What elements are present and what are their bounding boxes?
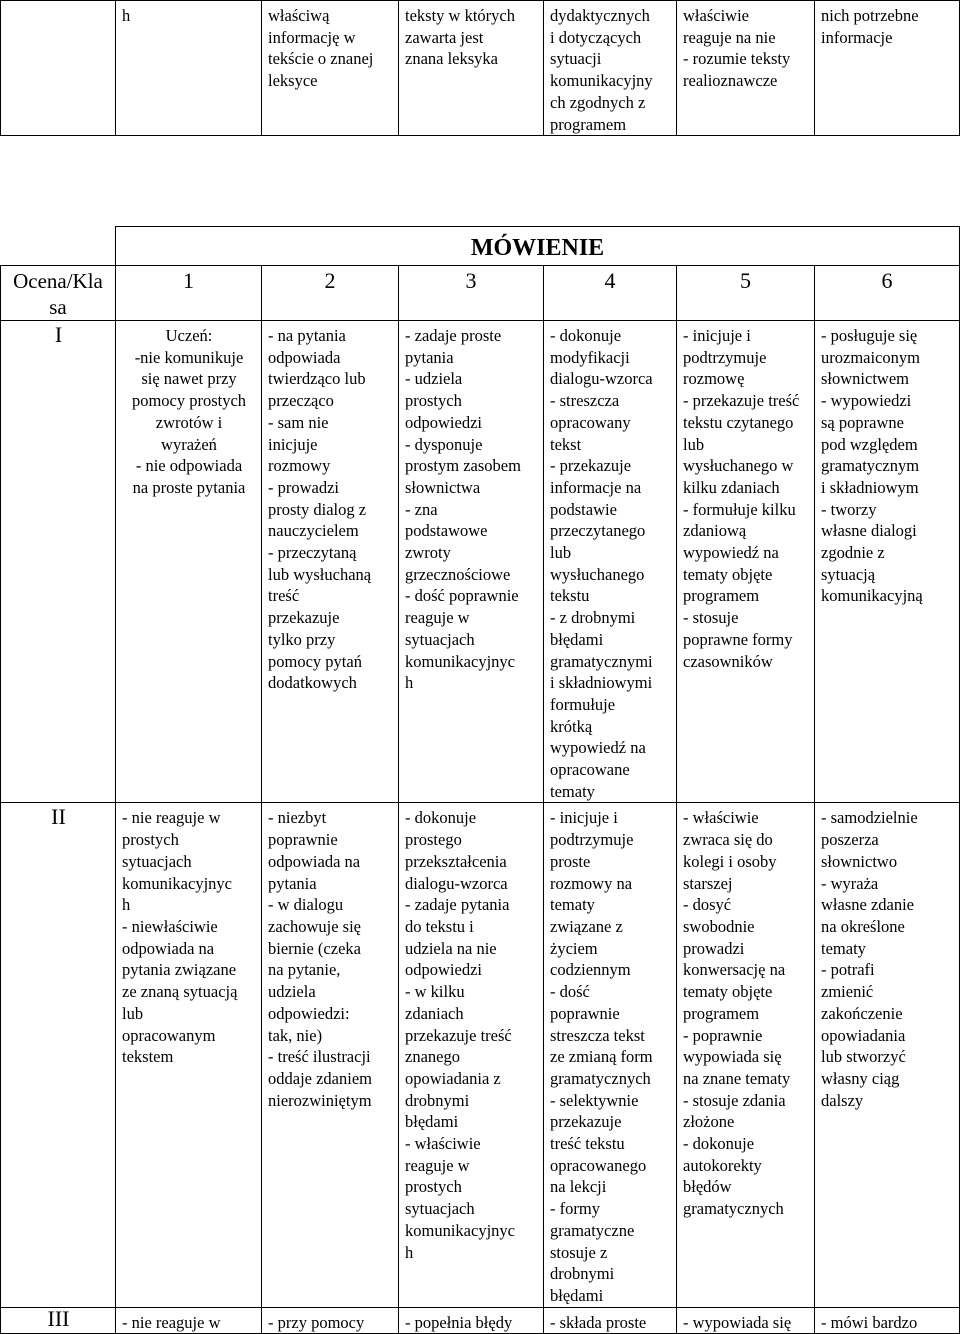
- criteria-cell: - dokonuje prostego przekształcenia dialogu-wzorca - zadaje pytania do tekstu i udziela na nie odpowiedzi - w kilku zdaniach przekazuje treść znanego opowiadania z drobnymi błędami - właściwie reaguje w prostych sytuacjach komunikacyjnyc h: [399, 803, 544, 1307]
- column-number: 1: [116, 266, 262, 321]
- criteria-cell: - wypowiada się: [677, 1307, 815, 1334]
- criteria-cell: - właściwie zwraca się do kolegi i osoby starszej - dosyć swobodnie prowadzi konwersację na tematy objęte programem - poprawnie wypowiada się na znane tematy - stosuje zdania złożone - dokonuje autokorekty błędów gramatycznych: [677, 803, 815, 1307]
- criteria-cell: - nie reaguje w: [116, 1307, 262, 1334]
- criteria-cell: - samodzielnie poszerza słownictwo - wyraża własne zdanie na określone tematy - potrafi zmienić zakończenie opowiadania lub stworzyć własny ciąg dalszy: [815, 803, 960, 1307]
- criteria-cell: - posługuje się urozmaiconym słownictwem - wypowiedzi są poprawne pod względem gramatycznym i składniowym - tworzy własne dialogi zgodnie z sytuacją komunikacyjną: [815, 321, 960, 803]
- criteria-cell: - przy pomocy: [262, 1307, 399, 1334]
- criteria-cell: - składa proste: [544, 1307, 677, 1334]
- criteria-cell: właściwą informację w tekście o znanej leksyce: [262, 1, 399, 136]
- grade-cell: [1, 1, 116, 136]
- previous-section-row: [1, 1, 960, 136]
- grade-label: II: [1, 803, 116, 1307]
- section-title: MÓWIENIE: [116, 227, 960, 266]
- column-number: 4: [544, 266, 677, 321]
- criteria-cell: - dokonuje modyfikacji dialogu-wzorca - streszcza opracowany tekst - przekazuje informacje na podstawie przeczytanego lub wysłuchanego tekstu - z drobnymi błędami gramatycznymi i składniowymi formułuje krótką wypowiedź na opracowane tematy: [544, 321, 677, 803]
- criteria-cell: - inicjuje i podtrzymuje rozmowę - przekazuje treść tekstu czytanego lub wysłuchanego w kilku zdaniach - formułuje kilku zdaniową wypowiedź na tematy objęte programem - stosuje poprawne formy czasowników: [677, 321, 815, 803]
- grade-label: I: [1, 321, 116, 803]
- column-number: 2: [262, 266, 399, 321]
- speaking-table: [0, 226, 960, 1334]
- criteria-cell: - zadaje proste pytania - udziela prostych odpowiedzi - dysponuje prostym zasobem słownictwa - zna podstawowe zwroty grzecznościowe - dość poprawnie reaguje w sytuacjach komunikacyjnyc h: [399, 321, 544, 803]
- column-number: 3: [399, 266, 544, 321]
- grade-header: Ocena/Kla sa: [1, 266, 116, 321]
- criteria-cell: - nie reaguje w prostych sytuacjach komunikacyjnyc h - niewłaściwie odpowiada na pytania związane ze znaną sytuacją lub opracowanym tekstem: [116, 803, 262, 1307]
- grade-row-3: [1, 1307, 960, 1334]
- header-row: [1, 266, 960, 321]
- column-number: 6: [815, 266, 960, 321]
- criteria-cell: - mówi bardzo: [815, 1307, 960, 1334]
- previous-section-table: [0, 0, 960, 136]
- criteria-cell: h: [116, 1, 262, 136]
- criteria-cell: - inicjuje i podtrzymuje proste rozmowy na tematy związane z życiem codziennym - dość poprawnie streszcza tekst ze zmianą form gramatycznych - selektywnie przekazuje treść tekstu opracowanego na lekcji - formy gramatyczne stosuje z drobnymi błędami: [544, 803, 677, 1307]
- column-number: 5: [677, 266, 815, 321]
- criteria-cell: nich potrzebne informacje: [815, 1, 960, 136]
- title-row: [1, 227, 960, 266]
- grade-row-1: [1, 321, 960, 803]
- criteria-cell: - niezbyt poprawnie odpowiada na pytania - w dialogu zachowuje się biernie (czeka na pytanie, udziela odpowiedzi: tak, nie) - treść ilustracji oddaje zdaniem nierozwiniętym: [262, 803, 399, 1307]
- criteria-cell: właściwie reaguje na nie - rozumie teksty realioznawcze: [677, 1, 815, 136]
- criteria-cell: - na pytania odpowiada twierdząco lub przecząco - sam nie inicjuje rozmowy - prowadzi prosty dialog z nauczycielem - przeczytaną lub wysłuchaną treść przekazuje tylko przy pomocy pytań dodatkowych: [262, 321, 399, 803]
- grade-label: III: [1, 1307, 116, 1334]
- criteria-cell: teksty w których zawarta jest znana leksyka: [399, 1, 544, 136]
- criteria-cell: - popełnia błędy: [399, 1307, 544, 1334]
- criteria-cell: Uczeń: -nie komunikuje się nawet przy pomocy prostych zwrotów i wyrażeń - nie odpowiada na proste pytania: [116, 321, 262, 803]
- grade-row-2: [1, 803, 960, 1307]
- criteria-cell: dydaktycznych i dotyczących sytuacji komunikacyjny ch zgodnych z programem: [544, 1, 677, 136]
